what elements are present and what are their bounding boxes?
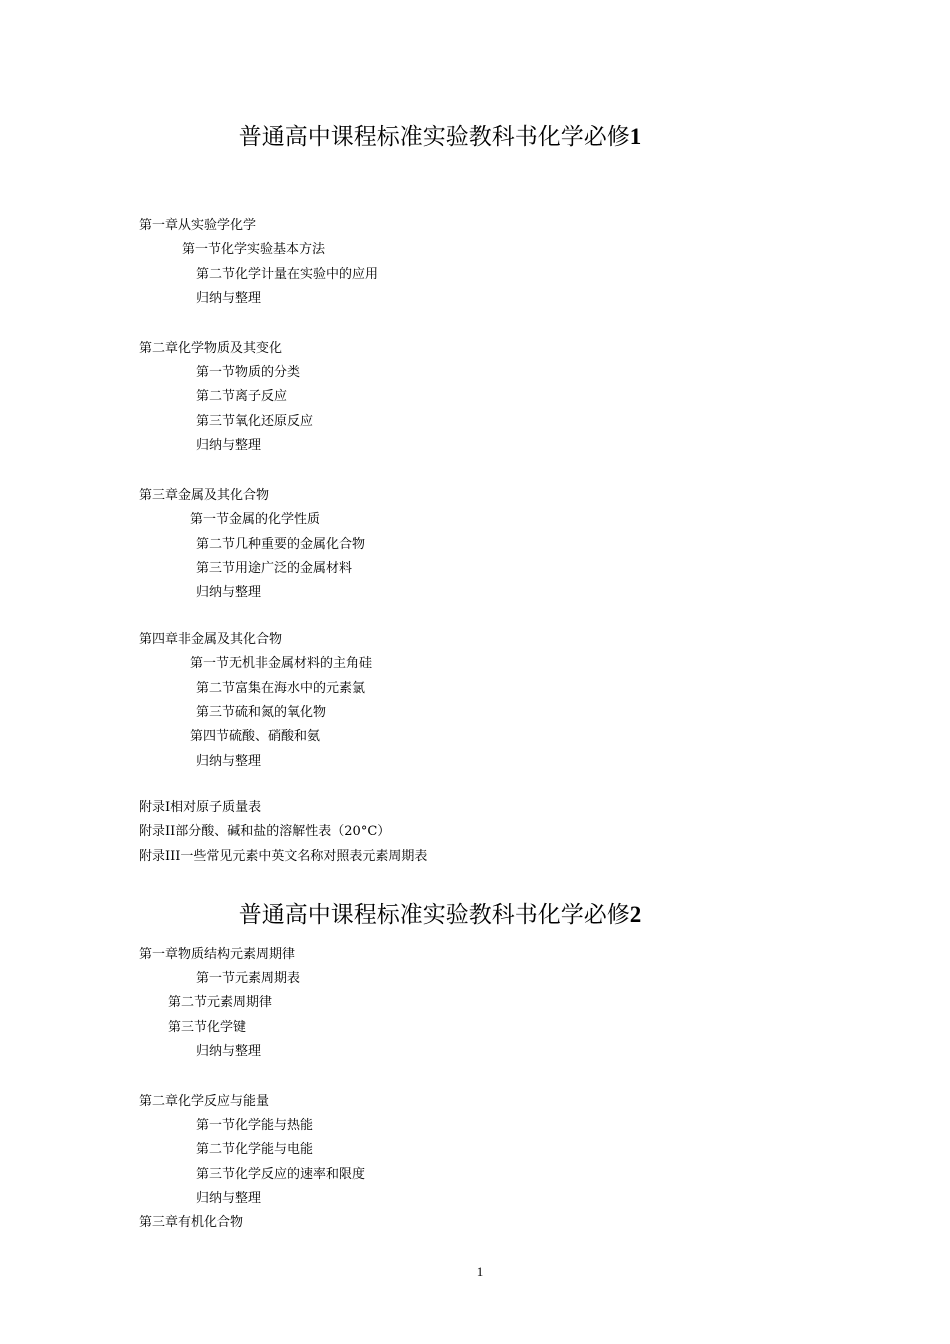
toc-line: 第一章从实验学化学 [139, 218, 257, 233]
toc-line: 附录II部分酸、碱和盐的溶解性表（20°C） [139, 824, 391, 839]
toc-line: 第一节无机非金属材料的主角硅 [190, 656, 373, 671]
toc-line: 附录III一些常见元素中英文名称对照表元素周期表 [139, 849, 428, 864]
toc-line: 第一节金属的化学性质 [190, 512, 321, 527]
toc-line: 第一节化学实验基本方法 [182, 242, 326, 257]
toc-line: 归纳与整理 [196, 291, 262, 306]
toc-line: 归纳与整理 [196, 1044, 262, 1059]
toc-line: 第三节化学反应的速率和限度 [196, 1167, 366, 1182]
toc-line: 第二节化学计量在实验中的应用 [196, 267, 379, 282]
book2-title-number: 2 [629, 902, 642, 927]
toc-line: 第二节几种重要的金属化合物 [196, 537, 366, 552]
book2-title [0, 896, 880, 929]
toc-line: 第三节化学键 [168, 1020, 247, 1035]
toc-line: 第一节元素周期表 [196, 971, 301, 986]
toc-line: 第三节硫和氮的氧化物 [196, 705, 327, 720]
toc-line: 第三章有机化合物 [139, 1215, 244, 1230]
book1-title-text: 普通高中课程标准实验教科书化学必修 [238, 124, 630, 150]
toc-line: 第三节用途广泛的金属材料 [196, 561, 353, 576]
toc-line: 第一章物质结构元素周期律 [139, 947, 296, 962]
toc-line: 第二章化学物质及其变化 [139, 341, 283, 356]
toc-line: 第四节硫酸、硝酸和氨 [190, 729, 321, 744]
toc-line: 第四章非金属及其化合物 [139, 632, 283, 647]
toc-line: 第二章化学反应与能量 [139, 1094, 270, 1109]
toc-line: 第一节物质的分类 [196, 365, 301, 380]
toc-line: 归纳与整理 [196, 438, 262, 453]
toc-line: 第二节元素周期律 [168, 995, 273, 1010]
book1-title [0, 118, 880, 151]
toc-line: 归纳与整理 [196, 754, 262, 769]
page-number: 1 [476, 1264, 484, 1279]
toc-line: 第三节氧化还原反应 [196, 414, 314, 429]
toc-line: 归纳与整理 [196, 1191, 262, 1206]
toc-line: 第二节化学能与电能 [196, 1142, 314, 1157]
book1-title-number: 1 [629, 124, 642, 149]
toc-line: 第三章金属及其化合物 [139, 488, 270, 503]
toc-line: 第二节富集在海水中的元素氯 [196, 681, 366, 696]
toc-line: 第二节离子反应 [196, 389, 288, 404]
toc-line: 附录I相对原子质量表 [139, 800, 262, 815]
toc-line: 归纳与整理 [196, 585, 262, 600]
book2-title-text: 普通高中课程标准实验教科书化学必修 [238, 902, 630, 928]
toc-line: 第一节化学能与热能 [196, 1118, 314, 1133]
